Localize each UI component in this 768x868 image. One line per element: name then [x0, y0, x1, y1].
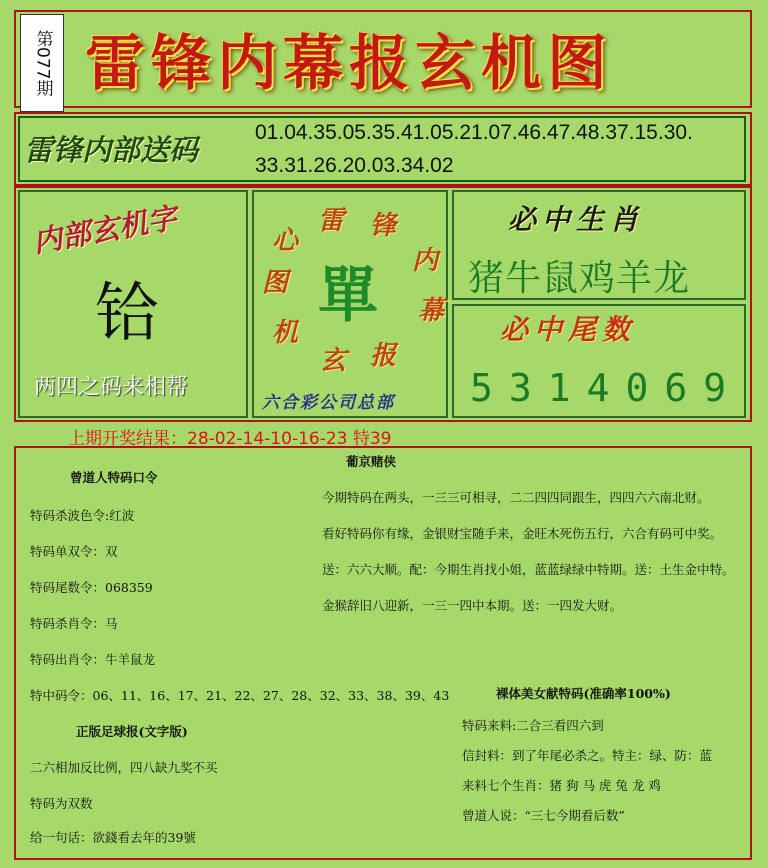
bl-line-2: 特码单双令：双: [30, 544, 118, 559]
br-line-1: 今期特码在两头，一三三可相寻，二二四四同跟生，四四六六南北财。: [322, 490, 710, 505]
center-big-char: 單: [318, 261, 378, 331]
ring-char-6: 玄: [320, 346, 347, 376]
bl-sub-3: 给一句话：欲錢看去年的39號: [30, 830, 196, 845]
bl-line-1: 特码杀波色令:红波: [30, 508, 135, 523]
code-line-2: 33.31.26.20.03.34.02: [255, 154, 454, 177]
code-row-label: 雷锋内部送码: [24, 133, 199, 167]
br-sub-2: 信封料：到了年尾必杀之。特主：绿、防：蓝: [462, 748, 713, 763]
br-subheading: 裸体美女献特码(准确率100%): [496, 686, 671, 701]
center-footer: 六合彩公司总部: [262, 393, 395, 413]
br-line-3: 送：六六大顺。配：今期生肖找小姐，蓝蓝绿绿中特期。送：土生金中特。: [322, 562, 735, 577]
bl-line-5: 特码出肖令：牛羊鼠龙: [30, 652, 156, 667]
br-sub-4: 曾道人说：“三七今期看后数”: [462, 808, 625, 823]
bl-subheading: 正版足球报(文字版): [76, 724, 188, 739]
page-title: 雷锋内幕报玄机图: [85, 29, 613, 99]
bl-heading: 曾道人特码口令: [70, 470, 158, 485]
br-line-4: 金猴辞旧八迎新，一三一四中本期。送：一四发大财。: [322, 598, 623, 613]
code-line-1: 01.04.35.05.35.41.05.21.07.46.47.48.37.15.30.: [255, 121, 693, 144]
br-line-2: 看好特码你有缘，金银财宝随手来，金旺木死伤五行，六合有码可中奖。: [322, 526, 723, 541]
br-sub-1: 特码来料:二合三看四六到: [462, 718, 604, 733]
ring-char-2: 锋: [370, 211, 397, 241]
ring-char-7: 机: [272, 318, 299, 348]
tail-title: 必中尾数: [500, 313, 637, 346]
mystery-caption: 两四之码来相帮: [34, 375, 189, 400]
bl-sub-1: 二六相加反比例，四八缺九奖不买: [30, 760, 218, 775]
br-heading: 葡京赌侠: [346, 454, 397, 469]
ring-char-5: 报: [370, 341, 397, 371]
ring-char-3: 内: [412, 246, 439, 276]
zodiac-title: 必中生肖: [508, 203, 645, 236]
br-sub-3: 来料七个生肖：猪 狗 马 虎 兔 龙 鸡: [462, 778, 661, 793]
bl-line-3: 特码尾数令：068359: [30, 580, 153, 595]
bl-line-6: 特中码令：06、11、16、17、21、22、27、28、32、33、38、39、43: [30, 688, 450, 703]
ring-char-8: 图: [262, 268, 289, 298]
left-panel-title: 内部玄机字: [30, 200, 180, 260]
bl-line-4: 特码杀肖令：马: [30, 616, 118, 631]
mystery-char: 铪: [95, 277, 159, 351]
issue-label: 第077期: [20, 14, 64, 112]
last-result: 上期开奖结果：28-02-14-10-16-23 特39: [68, 429, 392, 449]
tail-values: 5314069: [470, 366, 743, 410]
ring-char-9: 心: [272, 226, 299, 256]
ring-char-1: 雷: [318, 206, 345, 236]
zodiac-values: 猪牛鼠鸡羊龙: [468, 258, 691, 299]
ring-char-4: 幕: [418, 296, 445, 326]
bl-sub-2: 特码为双数: [30, 796, 93, 811]
